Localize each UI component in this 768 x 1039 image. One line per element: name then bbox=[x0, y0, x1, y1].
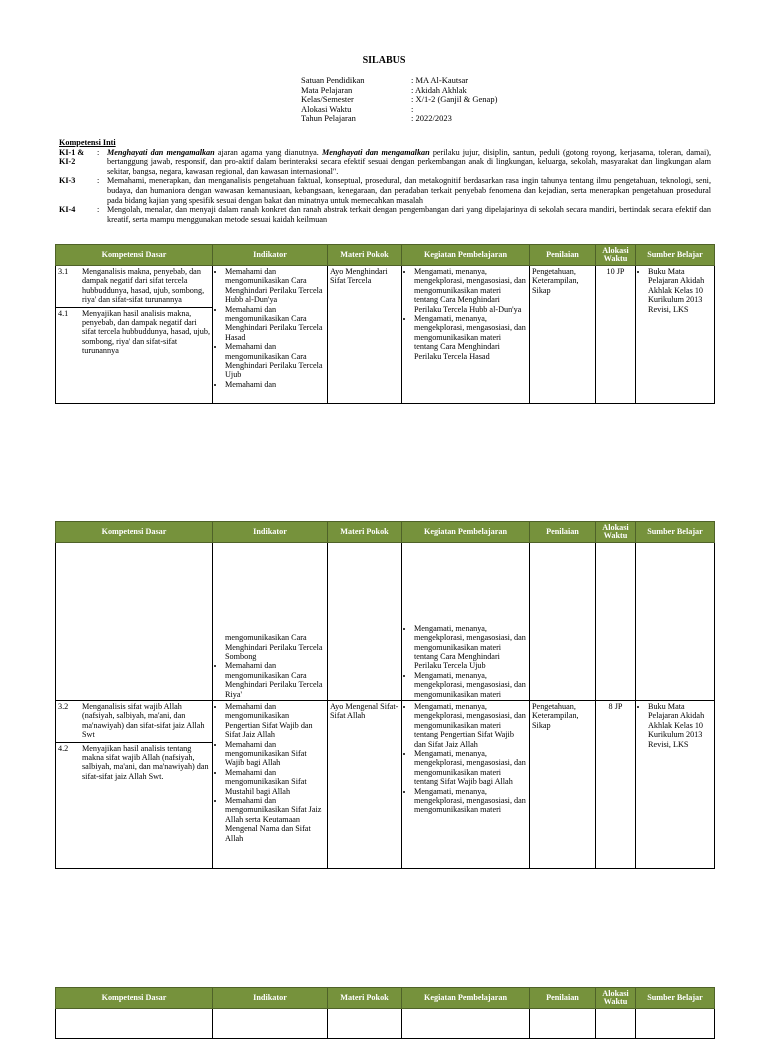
ki-text-part: ajaran agama yang dianutnya. bbox=[214, 147, 322, 157]
list-item: • Memahami dan mengomunikasikan Sifat Jaiz Allah serta Keutamaan Mengenal Nama dan Sifat Allah bbox=[225, 796, 325, 843]
kegiatan-cell bbox=[402, 266, 530, 404]
indikator-cell bbox=[213, 543, 328, 701]
table-header-row bbox=[56, 245, 715, 266]
kd-cell bbox=[56, 266, 213, 404]
list-item: • Mengamati, menanya, mengekplorasi, mengasosiasi, dan mengomunikasikan materi tentang Pengertian Sifat Wajib dan Sifat Jaiz Allah bbox=[414, 702, 527, 749]
kd-number: 3.2 bbox=[58, 702, 69, 711]
header-penilaian: Penilaian bbox=[530, 245, 596, 266]
meta-value: : MA Al-Kautsar bbox=[411, 75, 469, 85]
header-materi-pokok: Materi Pokok bbox=[328, 988, 402, 1009]
list-item: • Mengamati, menanya, mengekplorasi, mengasosiasi, dan mengomunikasikan materi bbox=[414, 671, 527, 699]
table-row bbox=[56, 701, 715, 869]
alokasi-cell bbox=[596, 543, 636, 701]
list-item: • Memahami dan bbox=[225, 380, 325, 389]
kd-text: Menganalisis makna, penyebab, dan dampak negatif dari sifat tercela hubbuddunya, hasad, ujub, sombong, riya' dan sifat-sifat turunannya bbox=[82, 267, 205, 305]
list-item: • Memahami dan mengomunikasikan Cara Menghindari Perilaku Tercela Hasad bbox=[225, 305, 325, 343]
identity-block bbox=[301, 76, 497, 124]
kd-text: Menyajikan hasil analisis tentang makna sifat wajib Allah (nafsiyah, salbiyah, ma'ani, dan ma'nawiyah) dan sifat-sifat jaiz Allah Swt. bbox=[82, 743, 209, 781]
syllabus-table-2 bbox=[55, 521, 715, 869]
header-kompetensi-dasar: Kompetensi Dasar bbox=[56, 522, 213, 543]
kd-text: Menyajikan hasil analisis makna, penyebab, dan dampak negatif dari sifat tercela hubbuddunya, hasad, ujub, sombong, riya' dan sifat-sifat turunannya bbox=[82, 308, 211, 356]
ki-code: KI-3 bbox=[59, 176, 76, 186]
list-item: • Mengamati, menanya, mengekplorasi, mengasosiasi, dan mengomunikasikan materi tentang Sifat Wajib bagi Allah bbox=[414, 749, 527, 787]
kegiatan-cell bbox=[402, 701, 530, 869]
ki-text: Memahami, menerapkan, dan menganalisis pengetahuan faktual, konseptual, prosedural, dan metakognitif berdasarkan rasa ingin tahunya tentang ilmu pengetahuan, teknologi, seni, budaya, dan humaniora dengan wawasan kemanusiaan, kebangsaan, kenegaraan, dan peradaban terkait penyebab fenomena dan kejadian, serta menerapkan pengetahuan prosedural pada bidang kajian yang spesifik sesuai dengan bakat dan minatnya untuk memecahkan masalah bbox=[107, 176, 711, 205]
meta-value: : 2022/2023 bbox=[411, 113, 452, 124]
ki-row bbox=[59, 205, 711, 224]
ki-heading: Kompetensi Inti bbox=[59, 138, 116, 147]
header-alokasi-waktu: Alokasi Waktu bbox=[596, 245, 636, 266]
indikator-cell bbox=[213, 266, 328, 404]
ki-row bbox=[59, 148, 711, 177]
kegiatan-cell bbox=[402, 543, 530, 701]
document-title: SILABUS bbox=[362, 55, 406, 66]
penilaian-cell: Pengetahuan, Keterampilan, Sikap bbox=[530, 701, 596, 869]
kegiatan-list bbox=[404, 267, 527, 361]
meta-row bbox=[301, 114, 497, 124]
meta-label: Kelas/Semester bbox=[301, 94, 354, 105]
list-item: • Memahami dan mengomunikasikan Pengertian Sifat Wajib dan Sifat Jaiz Allah bbox=[225, 702, 325, 740]
header-indikator: Indikator bbox=[213, 245, 328, 266]
list-item: • Memahami dan mengomunikasikan Sifat Mustahil bagi Allah bbox=[225, 768, 325, 796]
meta-label: Satuan Pendidikan bbox=[301, 75, 365, 85]
materi-cell bbox=[328, 543, 402, 701]
header-kegiatan: Kegiatan Pembelajaran bbox=[402, 245, 530, 266]
kegiatan-list bbox=[404, 702, 527, 815]
kd-item bbox=[56, 742, 212, 782]
list-item: • Memahami dan mengomunikasikan Cara Menghindari Perilaku Tercela Riya' bbox=[225, 661, 325, 699]
list-item: • Mengamati, menanya, mengekplorasi, mengasosiasi, dan mengomunikasikan materi tentang Cara Menghindari Perilaku Tercela Ujub bbox=[414, 624, 527, 671]
list-item: • Mengamati, menanya, mengekplorasi, mengasosiasi, dan mengomunikasikan materi tentang Cara Menghindari Perilaku Tercela Hubb al-Dun'ya bbox=[414, 267, 527, 314]
list-item: • Mengamati, menanya, mengekplorasi, mengasosiasi, dan mengomunikasikan materi bbox=[414, 787, 527, 815]
syllabus-table-1 bbox=[55, 244, 715, 404]
ki-emphasis: Menghayati dan mengamalkan bbox=[107, 147, 215, 157]
list-item: • Memahami dan mengomunikasikan Cara Menghindari Perilaku Tercela Hubb al-Dun'ya bbox=[225, 267, 325, 305]
header-sumber-belajar: Sumber Belajar bbox=[636, 522, 715, 543]
header-sumber-belajar: Sumber Belajar bbox=[636, 245, 715, 266]
header-indikator: Indikator bbox=[213, 988, 328, 1009]
meta-label: Alokasi Waktu bbox=[301, 103, 352, 114]
indikator-cell bbox=[213, 701, 328, 869]
header-sumber-belajar: Sumber Belajar bbox=[636, 988, 715, 1009]
kd-number: 4.2 bbox=[58, 743, 69, 753]
kd-text: Menganalisis sifat wajib Allah (nafsiyah, salbiyah, ma'ani, dan ma'nawiyah) dan sifat-sifat jaiz Allah Swt bbox=[82, 702, 205, 740]
ki-text bbox=[107, 148, 711, 177]
kd-cell bbox=[56, 701, 213, 869]
kd-item bbox=[56, 307, 212, 356]
kompetensi-inti-section bbox=[59, 138, 711, 224]
meta-value: : Akidah Akhlak bbox=[411, 84, 467, 95]
ki-colon: : bbox=[97, 147, 100, 157]
kd-item bbox=[58, 267, 210, 305]
ki-colon: : bbox=[97, 205, 100, 215]
header-alokasi-waktu: Alokasi Waktu bbox=[596, 522, 636, 543]
indikator-list bbox=[215, 267, 325, 389]
header-alokasi-waktu: Alokasi Waktu bbox=[596, 988, 636, 1009]
list-item: • Buku Mata Pelajaran Akidah Akhlak Kelas 10 Kurikulum 2013 Revisi, LKS bbox=[648, 702, 712, 749]
list-item: • Memahami dan mengomunikasikan Sifat Wajib bagi Allah bbox=[225, 740, 325, 768]
sumber-list bbox=[638, 267, 712, 314]
sumber-cell bbox=[636, 701, 715, 869]
header-kompetensi-dasar: Kompetensi Dasar bbox=[56, 988, 213, 1009]
header-kompetensi-dasar: Kompetensi Dasar bbox=[56, 245, 213, 266]
table-header-row bbox=[56, 988, 715, 1009]
list-item: • Memahami dan mengomunikasikan Cara Menghindari Perilaku Tercela Ujub bbox=[225, 342, 325, 380]
meta-label: Mata Pelajaran bbox=[301, 84, 353, 95]
sumber-list bbox=[638, 702, 712, 749]
meta-value: : bbox=[411, 103, 414, 114]
header-kegiatan: Kegiatan Pembelajaran bbox=[402, 522, 530, 543]
table-header-row bbox=[56, 522, 715, 543]
ki-code: KI-2 bbox=[59, 157, 76, 166]
ki-text-part: perilaku jujur, disiplin, santun, peduli (gotong royong, kerjasama, toleran, damai), bertanggung jawab, responsif, dan pro-aktif dalam berinteraksi secara efektif sesuai dengan perkembangan anak di lingkungan, keluarga, sekolah, masyarakat dan lingkungan alam sekitar, bangsa, negara, kawasan regional, dan kawasan internasional". bbox=[107, 147, 712, 176]
ki-row bbox=[59, 176, 711, 205]
kd-number: 4.1 bbox=[58, 308, 69, 318]
indikator-list bbox=[215, 702, 325, 843]
header-materi-pokok: Materi Pokok bbox=[328, 522, 402, 543]
penilaian-cell bbox=[530, 543, 596, 701]
header-indikator: Indikator bbox=[213, 522, 328, 543]
kegiatan-list bbox=[404, 624, 527, 699]
indikator-list bbox=[215, 661, 325, 699]
ki-code: KI-4 bbox=[59, 205, 76, 215]
ki-colon: : bbox=[97, 176, 100, 186]
ki-emphasis: Menghayati dan mengamalkan bbox=[321, 147, 430, 157]
indikator-continued-text: mengomunikasikan Cara Menghindari Perilaku Tercela Sombong bbox=[225, 633, 323, 661]
meta-value: : X/1-2 (Ganjil & Genap) bbox=[411, 94, 498, 105]
table-row bbox=[56, 266, 715, 404]
syllabus-table-3 bbox=[55, 987, 715, 1039]
kd-number: 3.1 bbox=[58, 267, 69, 276]
header-penilaian: Penilaian bbox=[530, 988, 596, 1009]
ki-code: KI-1 & bbox=[59, 147, 85, 157]
materi-cell: Ayo Menghindari Sifat Tercela bbox=[328, 266, 402, 404]
kd-cell bbox=[56, 543, 213, 701]
sumber-cell bbox=[636, 266, 715, 404]
materi-cell: Ayo Mengenal Sifat-Sifat Allah bbox=[328, 701, 402, 869]
header-materi-pokok: Materi Pokok bbox=[328, 245, 402, 266]
ki-text: Mengolah, menalar, dan menyaji dalam ranah konkret dan ranah abstrak terkait dengan pengembangan dari yang dipelajarinya di sekolah secara mandiri, bertindak secara efektif dan kreatif, serta mampu menggunakan metode sesuai kaidah keilmuan bbox=[107, 205, 711, 224]
alokasi-cell: 10 JP bbox=[596, 266, 636, 404]
table-row-continued bbox=[56, 543, 715, 701]
meta-label: Tahun Pelajaran bbox=[301, 113, 356, 124]
header-kegiatan: Kegiatan Pembelajaran bbox=[402, 988, 530, 1009]
kd-item bbox=[58, 702, 210, 740]
header-penilaian: Penilaian bbox=[530, 522, 596, 543]
alokasi-cell: 8 JP bbox=[596, 701, 636, 869]
sumber-cell bbox=[636, 543, 715, 701]
list-item: • Mengamati, menanya, mengekplorasi, mengasosiasi, dan mengomunikasikan materi tentang Cara Menghindari Perilaku Tercela Hasad bbox=[414, 314, 527, 361]
penilaian-cell: Pengetahuan, Keterampilan, Sikap bbox=[530, 266, 596, 404]
list-item: • Buku Mata Pelajaran Akidah Akhlak Kelas 10 Kurikulum 2013 Revisi, LKS bbox=[648, 267, 712, 314]
